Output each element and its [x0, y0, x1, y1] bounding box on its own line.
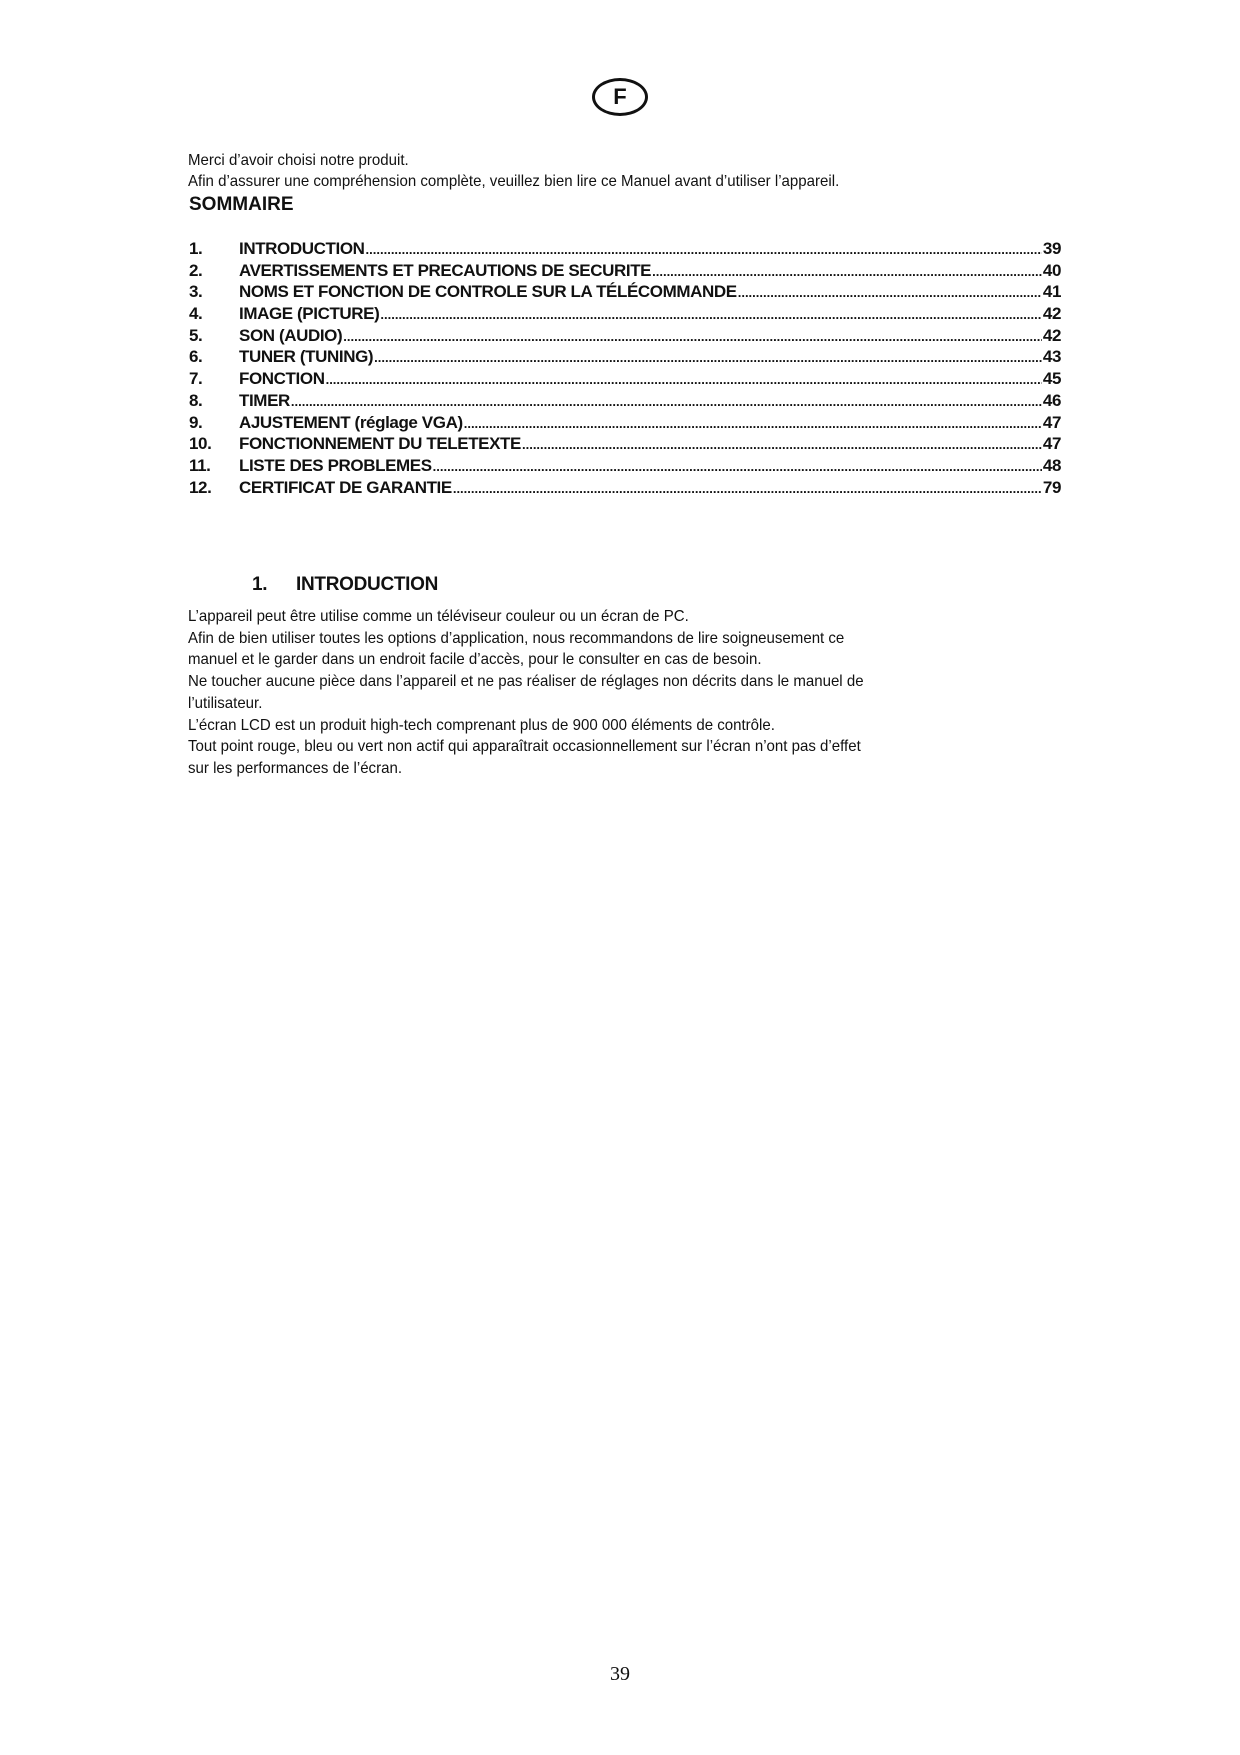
toc-entry-label: AVERTISSEMENTS ET PRECAUTIONS DE SECURITE	[239, 260, 652, 280]
toc-entry-label: IMAGE (PICTURE)	[239, 304, 380, 324]
toc-leader-dots	[464, 413, 1042, 435]
toc-entry-page: 39	[1042, 239, 1061, 258]
toc-entry-teletexte[interactable]	[189, 433, 1061, 455]
body-line: L’appareil peut être utilise comme un téléviseur couleur ou un écran de PC.	[188, 608, 689, 625]
section-title: INTRODUCTION	[296, 574, 439, 595]
body-line: Ne toucher aucune pièce dans l’appareil et ne pas réaliser de réglages non décrits dans le manuel de	[188, 673, 864, 691]
toc-leader-dots	[453, 478, 1042, 500]
toc-entry-tuner[interactable]	[189, 346, 1061, 368]
toc-leader-dots	[433, 456, 1042, 478]
body-line: Tout point rouge, bleu ou vert non actif qui apparaîtrait occasionnellement sur l’écran n’ont pas d’effet	[188, 738, 861, 756]
toc-entry-number: 5.	[189, 325, 203, 345]
body-line: l’utilisateur.	[188, 694, 263, 712]
language-badge: F	[592, 78, 648, 116]
toc-entry-label: NOMS ET FONCTION DE CONTROLE SUR LA TÉLÉCOMMANDE	[239, 282, 737, 302]
toc-entry-number: 3.	[189, 282, 203, 302]
toc-entry-label: INTRODUCTION	[239, 239, 365, 258]
toc-entry-label: CERTIFICAT DE GARANTIE	[239, 477, 452, 497]
toc-leader-dots	[380, 304, 1042, 326]
toc-leader-dots	[343, 326, 1042, 348]
summary-title: SOMMAIRE	[189, 194, 294, 215]
toc-entry-page: 45	[1042, 369, 1061, 389]
section-heading-introduction	[252, 573, 438, 597]
toc-entry-image[interactable]	[189, 303, 1061, 325]
toc-entry-page: 41	[1042, 282, 1061, 302]
toc-entry-label: LISTE DES PROBLEMES	[239, 455, 432, 475]
toc-entry-page: 46	[1042, 390, 1061, 410]
introduction-body	[188, 606, 1034, 780]
toc-entry-page: 48	[1042, 455, 1061, 475]
toc-entry-garantie[interactable]	[189, 477, 1061, 499]
toc-entry-number: 12.	[189, 477, 212, 497]
toc-entry-fonction[interactable]	[189, 368, 1061, 390]
toc-entry-introduction[interactable]	[189, 238, 1061, 260]
body-line: manuel et le garder dans un endroit facile d’accès, pour le consulter en cas de besoin.	[188, 651, 762, 669]
body-line: Afin de bien utiliser toutes les options d’application, nous recommandons de lire soigneusement ce	[188, 629, 845, 647]
toc-entry-page: 43	[1042, 347, 1061, 367]
toc-entry-label: AJUSTEMENT (réglage VGA)	[239, 412, 463, 432]
page-number: 39	[610, 1663, 630, 1685]
toc-leader-dots	[652, 261, 1042, 283]
toc-entry-number: 6.	[189, 347, 203, 367]
toc-entry-number: 10.	[189, 434, 212, 454]
toc-entry-page: 42	[1042, 325, 1061, 345]
toc-entry-son[interactable]	[189, 325, 1061, 347]
toc-leader-dots	[291, 391, 1042, 413]
toc-entry-page: 79	[1042, 477, 1061, 497]
section-number: 1.	[252, 574, 268, 595]
toc-leader-dots	[522, 434, 1042, 456]
toc-entry-label: SON (AUDIO)	[239, 325, 343, 345]
toc-entry-avertissements[interactable]	[189, 260, 1061, 282]
intro-text	[188, 150, 1034, 192]
toc-entry-page: 40	[1042, 260, 1061, 280]
body-line: sur les performances de l’écran.	[188, 759, 402, 777]
intro-line: Afin d’assurer une compréhension complète, veuillez bien lire ce Manuel avant d’utiliser l’appareil.	[188, 173, 840, 190]
body-line: L’écran LCD est un produit high-tech comprenant plus de 900 000 éléments de contrôle.	[188, 716, 775, 734]
toc-entry-label: TIMER	[239, 390, 290, 410]
toc-entry-timer[interactable]	[189, 390, 1061, 412]
table-of-contents	[189, 238, 1061, 498]
intro-line: Merci d’avoir choisi notre produit.	[188, 152, 409, 169]
toc-entry-label: TUNER (TUNING)	[239, 347, 374, 367]
toc-entry-number: 2.	[189, 260, 203, 280]
toc-entry-number: 8.	[189, 390, 203, 410]
toc-entry-number: 11.	[189, 455, 211, 475]
toc-entry-number: 1.	[189, 239, 203, 258]
toc-entry-label: FONCTION	[239, 369, 325, 389]
toc-entry-page: 42	[1042, 304, 1061, 324]
toc-entry-number: 9.	[189, 412, 203, 432]
toc-entry-page: 47	[1042, 434, 1061, 454]
toc-entry-problemes[interactable]	[189, 455, 1061, 477]
toc-entry-label: FONCTIONNEMENT DU TELETEXTE	[239, 434, 521, 454]
toc-entry-page: 47	[1042, 412, 1061, 432]
toc-leader-dots	[374, 347, 1042, 369]
toc-entry-number: 4.	[189, 304, 203, 324]
toc-leader-dots	[366, 239, 1042, 261]
toc-entry-telecommande[interactable]	[189, 281, 1061, 303]
toc-entry-ajustement[interactable]	[189, 412, 1061, 434]
toc-entry-number: 7.	[189, 369, 203, 389]
toc-leader-dots	[738, 282, 1042, 304]
toc-leader-dots	[326, 369, 1042, 391]
